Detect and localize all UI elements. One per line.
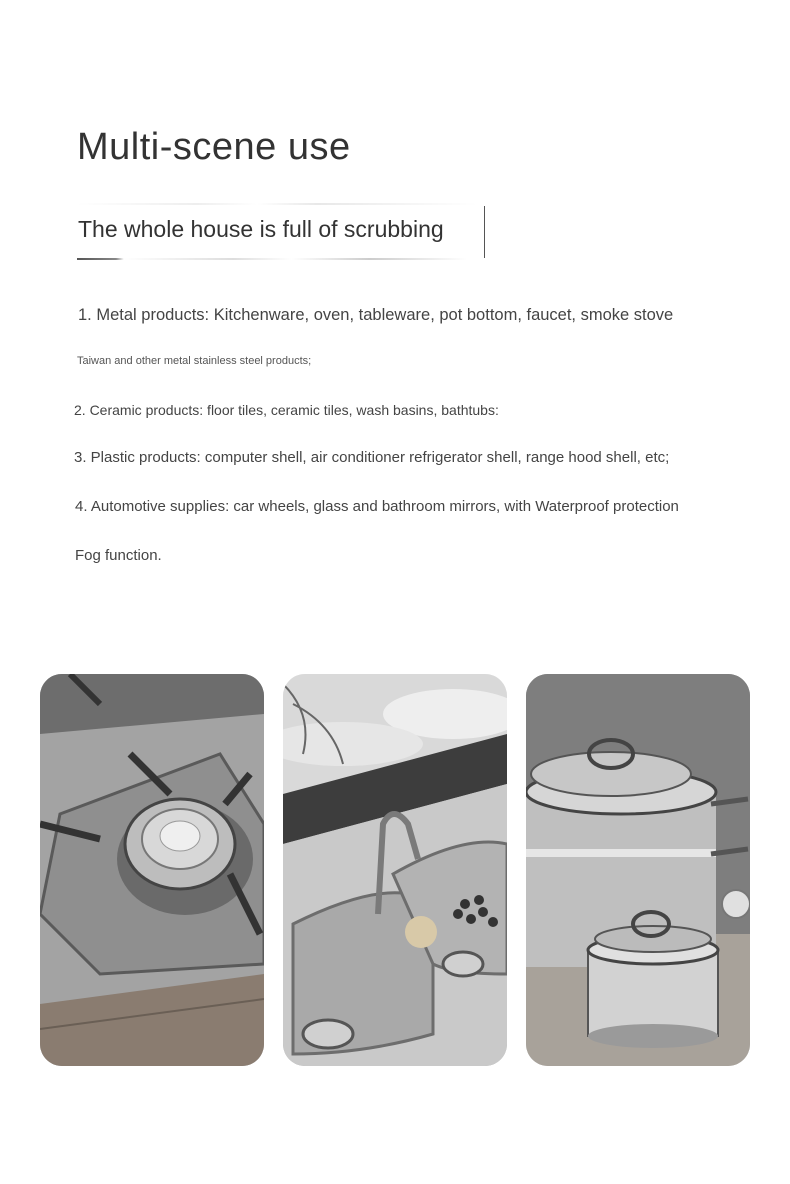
stainless-pots-photo <box>526 674 750 1066</box>
use-ceramic: 2. Ceramic products: floor tiles, ceramic tiles, wash basins, bathtubs: <box>74 402 499 418</box>
use-plastic: 3. Plastic products: computer shell, air conditioner refrigerator shell, range hood shell, etc; <box>74 449 670 466</box>
kitchen-sink-photo <box>283 674 507 1066</box>
subtitle: The whole house is full of scrubbing <box>78 216 444 242</box>
decor-line-top <box>77 203 477 205</box>
stainless-pots-illustration <box>526 674 750 1066</box>
use-automotive: 4. Automotive supplies: car wheels, glass and bathroom mirrors, with Waterproof protection <box>75 498 679 515</box>
gas-stove-photo <box>40 674 264 1066</box>
page-title: Multi-scene use <box>77 126 351 168</box>
decor-line-bottom <box>77 258 467 260</box>
gas-stove-illustration <box>40 674 264 1066</box>
divider-right <box>484 206 485 258</box>
kitchen-sink-illustration <box>283 674 507 1066</box>
use-metal: 1. Metal products: Kitchenware, oven, tableware, pot bottom, faucet, smoke stove <box>78 306 674 324</box>
subtitle-box <box>77 206 485 258</box>
use-metal-cont: Taiwan and other metal stainless steel products; <box>77 355 312 367</box>
use-automotive-cont: Fog function. <box>75 547 162 564</box>
